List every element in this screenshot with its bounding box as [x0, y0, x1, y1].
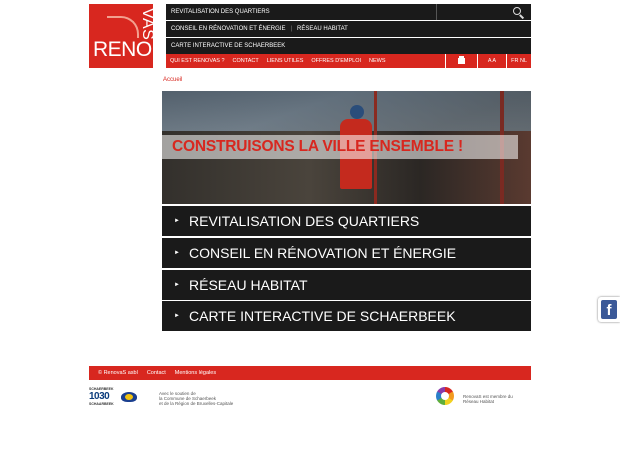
person-helmet: [350, 105, 364, 119]
menu-item-carte[interactable]: [162, 301, 531, 331]
topnav-row-2: [166, 21, 531, 37]
iris-icon: [121, 392, 137, 402]
rednav-item-contact[interactable]: CONTACT: [232, 58, 259, 64]
logo-text: RENO: [93, 38, 152, 61]
rednav-item-qui-est[interactable]: QUI EST RENOVAS ?: [170, 58, 225, 64]
topnav-item-revitalisation[interactable]: [166, 4, 436, 20]
menu-item-label: REVITALISATION DES QUARTIERS: [189, 213, 420, 229]
footer-mentions-link[interactable]: Mentions légales: [174, 370, 217, 376]
footer-contact-link[interactable]: Contact: [146, 370, 166, 376]
menu-item-revitalisation[interactable]: [162, 206, 531, 236]
reseau-habitat-logo[interactable]: [436, 387, 454, 405]
renovas-logo[interactable]: [89, 4, 156, 68]
schaerbeek-logo-bottom: SCHAARBEEK: [89, 402, 114, 406]
member-line: RenovaS est membre du: [463, 394, 513, 399]
rednav-item-liens[interactable]: LIENS UTILES: [266, 58, 304, 64]
topnav-separator: |: [290, 26, 293, 32]
logo-vertical-text: VAS: [139, 8, 156, 41]
print-icon: [458, 58, 465, 64]
menu-item-label: RÉSEAU HABITAT: [189, 276, 308, 293]
secondary-navigation: [166, 54, 531, 68]
member-text: [463, 394, 513, 404]
topnav-label: REVITALISATION DES QUARTIERS: [171, 9, 270, 15]
font-size-button[interactable]: [477, 54, 506, 68]
logo-arc-decoration: [107, 16, 139, 38]
facebook-button[interactable]: [598, 297, 620, 322]
search-icon: [513, 7, 521, 15]
language-label: FR NL: [511, 58, 527, 64]
topnav-item-carte[interactable]: [166, 38, 531, 54]
brussels-region-logo[interactable]: [119, 390, 140, 405]
schaerbeek-logo-top: SCHAERBEEK: [89, 387, 114, 391]
language-switch[interactable]: [506, 54, 531, 68]
menu-item-label: CONSEIL EN RÉNOVATION ET ÉNERGIE: [189, 244, 457, 261]
menu-item-reseau[interactable]: [162, 270, 531, 300]
main-menu: [162, 206, 531, 333]
breadcrumb[interactable]: Accueil: [163, 77, 183, 83]
member-line: Réseau Habitat: [463, 399, 495, 405]
facebook-icon: f: [601, 300, 617, 319]
sponsor-line: Avec le soutien de: [159, 391, 196, 396]
rednav-item-offres[interactable]: OFFRES D'EMPLOI: [311, 58, 362, 64]
search-button[interactable]: [436, 4, 531, 20]
arrow-right-icon: ►: [174, 218, 180, 224]
footer-copyright: © RenovaS asbl: [98, 370, 138, 376]
schaerbeek-logo-number: 1030: [89, 391, 110, 402]
hero-title: CONSTRUISONS LA VILLE ENSEMBLE !: [172, 138, 463, 155]
font-size-label: A A: [487, 58, 497, 64]
sponsor-text: [159, 391, 233, 407]
schaerbeek-logo[interactable]: [89, 387, 116, 407]
sponsor-line: et de la Région de Bruxelles-Capitale: [159, 401, 234, 407]
toolbar: [445, 54, 531, 68]
arrow-right-icon: ►: [174, 313, 180, 320]
rednav-item-news[interactable]: NEWS: [369, 58, 386, 64]
menu-item-label: CARTE INTERACTIVE DE SCHAERBEEK: [189, 308, 456, 325]
print-button[interactable]: [445, 54, 477, 68]
topnav-label: CARTE INTERACTIVE DE SCHAERBEEK: [171, 43, 286, 49]
arrow-right-icon: ►: [174, 249, 180, 256]
topnav-item-conseil[interactable]: CONSEIL EN RÉNOVATION ET ÉNERGIE: [171, 26, 286, 32]
menu-item-conseil[interactable]: [162, 238, 531, 268]
sponsor-line: la Commune de Schaerbeek: [159, 396, 217, 402]
footer-bar: [89, 366, 531, 380]
hero-banner: [162, 91, 531, 204]
topnav-item-reseau[interactable]: RÉSEAU HABITAT: [297, 26, 348, 32]
arrow-right-icon: ►: [174, 281, 180, 288]
